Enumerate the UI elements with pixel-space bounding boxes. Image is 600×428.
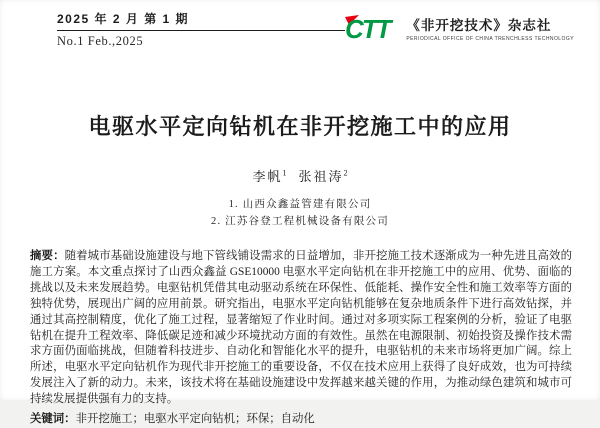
author-affiliation-marker: 1 — [282, 168, 287, 178]
affiliation-line: 2. 江苏谷登工程机械设备有限公司 — [211, 216, 389, 227]
issue-date-cn: 2025 年 2 月 第 1 期 — [57, 10, 345, 31]
brand-text-block — [406, 14, 574, 42]
author-affiliation-marker: 2 — [343, 168, 348, 178]
journal-brand — [345, 14, 574, 42]
logo-text: CTT — [345, 14, 390, 44]
author-line — [0, 166, 600, 185]
article-title: 电驱水平定向钻机在非开挖施工中的应用 — [88, 114, 512, 139]
journal-name: 《非开挖技术》杂志社 — [406, 18, 552, 33]
keywords-text: 非开挖施工；电驱水平定向钻机；环保；自动化 — [75, 413, 315, 426]
author-name: 李帆 — [252, 169, 283, 184]
abstract-label: 摘要： — [30, 250, 65, 262]
page-header — [0, 0, 600, 52]
issue-info — [57, 10, 345, 49]
author-name: 张祖涛 — [298, 169, 344, 184]
abstract-paragraph — [30, 249, 572, 408]
journal-subtitle-en: PERIODICAL OFFICE OF CHINA TRENCHLESS TECHNOLOGY — [406, 36, 574, 42]
keywords-line — [30, 412, 572, 428]
issue-date-en: No.1 Feb.,2025 — [57, 34, 144, 48]
affiliation-block — [0, 196, 600, 230]
affiliation-line: 1. 山西众鑫益管建有限公司 — [228, 199, 372, 210]
ctt-logo-icon — [345, 14, 401, 42]
abstract-text: 随着城市基础设施建设与地下管线铺设需求的日益增加，非开挖施工技术逐渐成为一种先进且高效的施工方案。本文重点探讨了山西众鑫益 GSE10000 电驱水平定向钻机在非开挖施工中的应用、优势、面临的挑战以及未来发展趋势。电驱钻机凭借其电动驱动系统在环保性、低能耗、操作安全性和施工效率等方面的独特优势，展现出广阔的应用前景。研究指出，电驱水平定向钻机能够在复杂地质条件下进行高效钻探，并通过其高控制精度，优化了施工过程，显著缩短了作业时间。通过对多项实际工程案例的分析，验证了电驱钻机在提升工程效率、降低碳足迹和减少环境扰动方面的有效性。虽然在电源限制、初始投资及操作技术需求方面仍面临挑战，但随着科技进步、自动化和智能化水平的提升，电驱钻机的未来市场将更加广阔。综上所述，电驱水平定向钻机作为现代非开挖施工的重要设备，不仅在技术应用上获得了良好成效，也为可持续发展注入了新的动力。未来，该技术将在基础设施建设中发挥越来越关键的作用，为推动绿色建筑和城市可持续发展提供强有力的支持。 — [30, 250, 572, 406]
keywords-label: 关键词： — [30, 413, 76, 426]
